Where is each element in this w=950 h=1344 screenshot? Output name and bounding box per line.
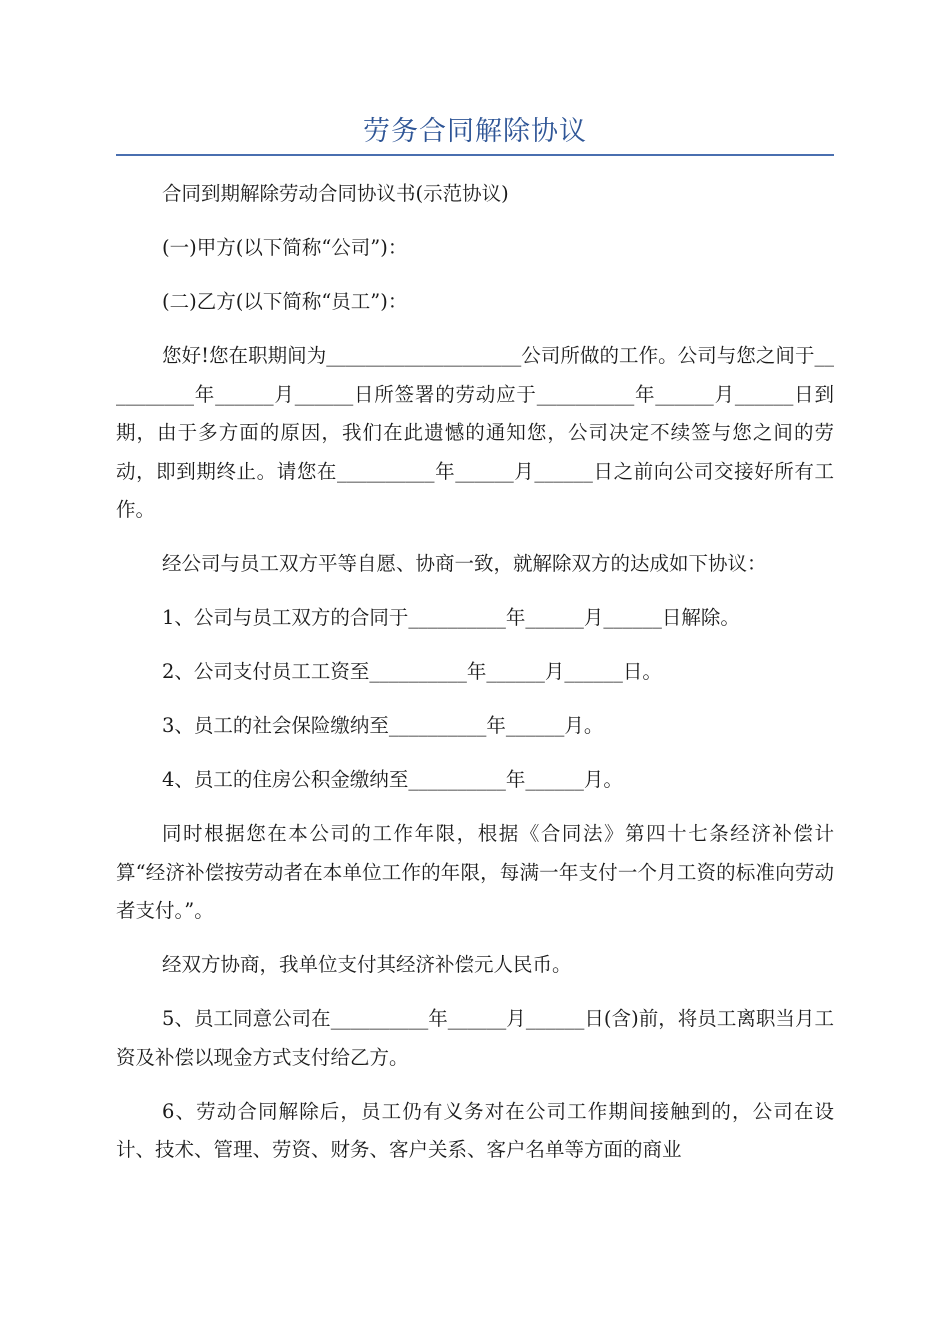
document-title: 劳务合同解除协议 <box>363 116 587 147</box>
clause-4: 4、员工的住房公积金缴纳至__________年______月。 <box>162 768 623 791</box>
clause-2: 2、公司支付员工工资至__________年______月______日。 <box>162 660 662 683</box>
clause-1: 1、公司与员工双方的合同于__________年______月______日解除。 <box>162 606 740 629</box>
paragraph-compensation-amount: 经双方协商，我单位支付其经济补偿元人民币。 <box>162 953 572 976</box>
paragraph-party-a: (一)甲方(以下简称“公司”)： <box>162 236 408 259</box>
paragraph-heading: 合同到期解除劳动合同协议书(示范协议) <box>162 182 509 205</box>
clause-3: 3、员工的社会保险缴纳至__________年______月。 <box>162 714 604 737</box>
clause-6: 6、劳动合同解除后，员工仍有义务对在公司工作期间接触到的，公司在设计、技术、管理、劳资、财务、客户关系、客户名单等方面的商业 <box>116 1099 834 1161</box>
paragraph-agreement-intro: 经公司与员工双方平等自愿、协商一致，就解除双方的达成如下协议： <box>162 552 767 575</box>
paragraph-notice: 您好!您在职期间为____________________公司所做的工作。公司与您之间于__________年______月______日所签署的劳动应于__________年______月______日到期，由于多方面的原因，我们在此遗憾的通知您，公司决定不续签与您之间的劳动，即到期终止。请您在__________年______月______日之前向公司交接好所有工作。 <box>116 344 834 521</box>
paragraph-compensation-basis: 同时根据您在本公司的工作年限，根据《合同法》第四十七条经济补偿计算“经济补偿按劳动者在本单位工作的年限，每满一年支付一个月工资的标准向劳动者支付。”。 <box>116 822 834 922</box>
clause-5: 5、员工同意公司在__________年______月______日(含)前，将员工离职当月工资及补偿以现金方式支付给乙方。 <box>116 1007 834 1069</box>
paragraph-party-b: (二)乙方(以下简称“员工”)： <box>162 290 408 313</box>
title-underline <box>116 154 834 156</box>
document-body <box>116 175 834 1170</box>
